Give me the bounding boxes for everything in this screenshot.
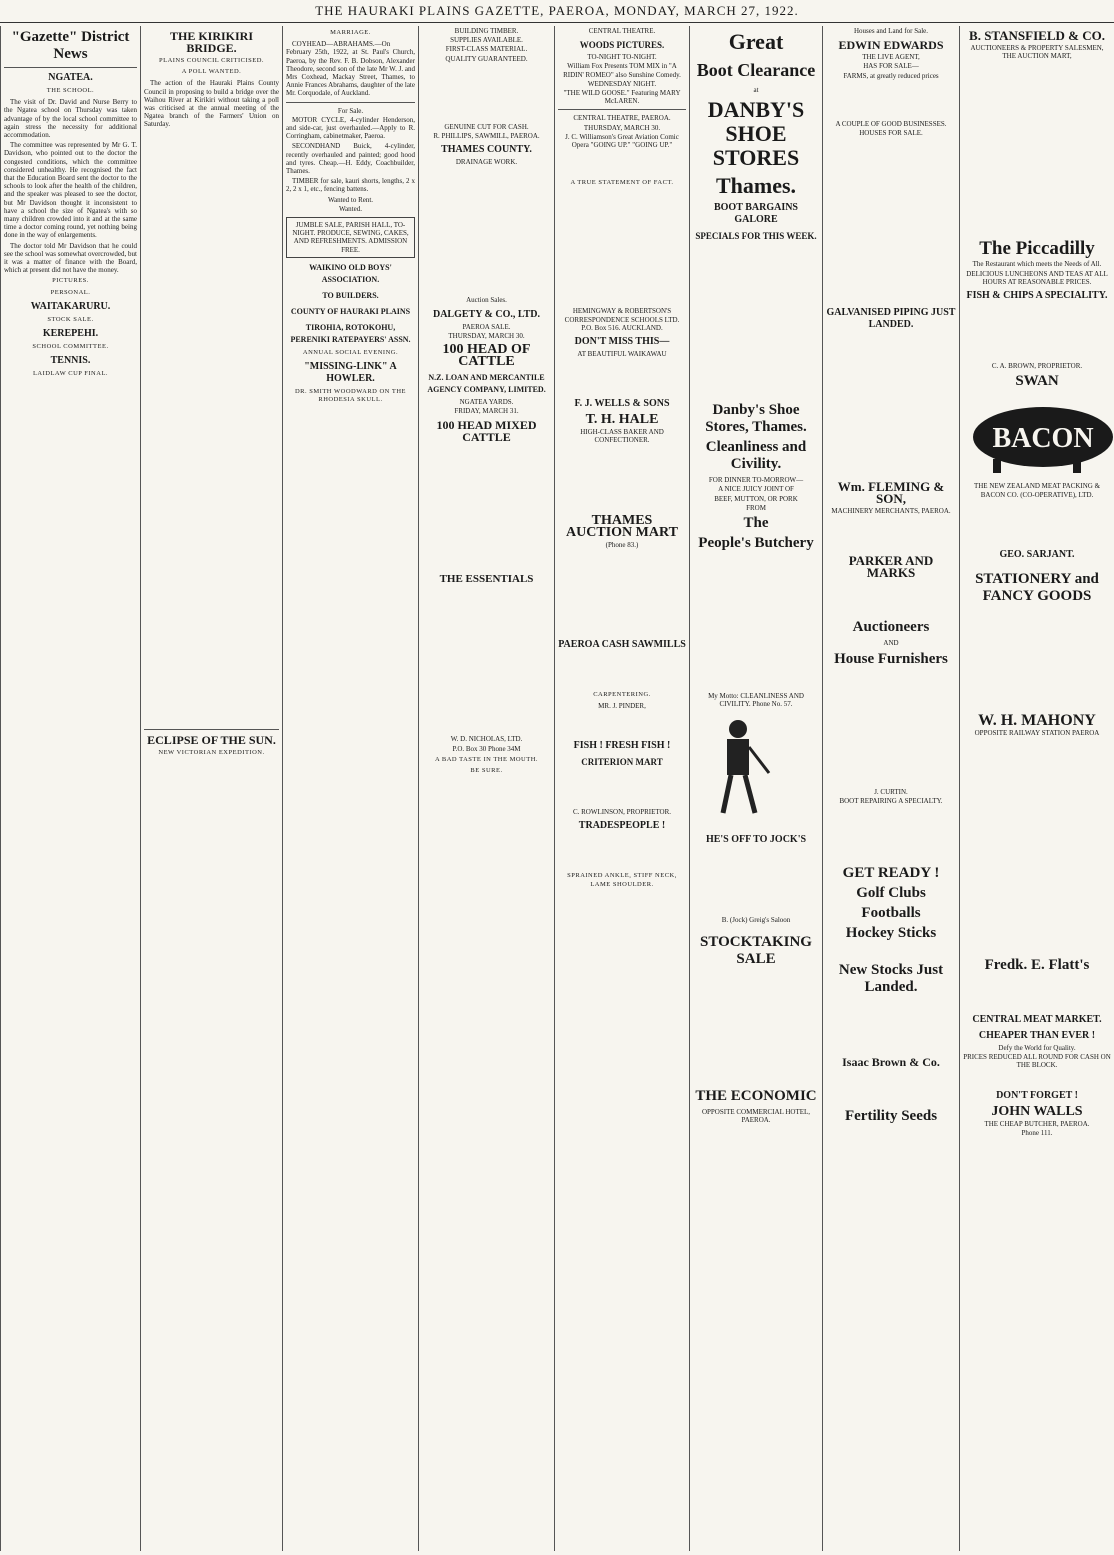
text-economic: THE ECONOMIC — [695, 1087, 817, 1104]
text-thames: Thames. — [715, 173, 797, 199]
text-opposite: OPPOSITE RAILWAY STATION PAEROA — [974, 728, 1100, 737]
text-fleming: Wm. FLEMING & SON, — [837, 479, 945, 507]
text-thursday: THURSDAY, MARCH 30. — [448, 331, 525, 340]
text-fertility: Fertility Seeds — [844, 1108, 938, 1125]
column-merchants — [959, 26, 1114, 1551]
text-and: AND — [883, 639, 899, 648]
text-auctioneers: Auctioneers — [852, 619, 930, 636]
heading-county: COUNTY OF HAURAKI PLAINS — [290, 306, 411, 316]
text-phone83: (Phone 83.) — [605, 540, 639, 549]
heading-kerepehi: KEREPEHI. — [42, 328, 99, 340]
text-sargant: GEO. SARJANT. — [999, 548, 1075, 560]
text-farms: FARMS, at greatly reduced prices — [843, 71, 939, 80]
text-restaurant: The Restaurant which meets the Needs of All. — [972, 260, 1102, 269]
text-edwin: EDWIN EDWARDS — [838, 38, 944, 53]
text-phillips: R. PHILLIPS, SAWMILL, PAEROA. — [433, 132, 540, 141]
heading-waikino: WAIKINO OLD BOYS' ASSOCIATION. — [309, 262, 392, 284]
paragraph: The committee was represented by Mr G. T. Davidson, who pointed out to the doctor the congested conditions, which the committee considered unhealthy. He recognised the fact that the Education Board sent the doctor to the schools to look after the health of the children, and the speaker was pleased to see the doctor, but Mr Davidson thought it inconsistent to have a school the size of Ngatea's with so many children crowded into it and at the same time a doctor coming round, yet nothing being done in the way of enlargements. — [4, 141, 137, 240]
column-timber-auctions — [418, 26, 554, 1551]
text-clean: Cleanliness and Civility. — [705, 439, 807, 473]
text-fleming2: MACHINERY MERCHANTS, PAEROA. — [831, 507, 951, 516]
text-butcher: THE CHEAP BUTCHER, PAEROA. — [984, 1119, 1090, 1128]
text-first: FIRST-CLASS MATERIAL. — [445, 45, 528, 54]
subheading-stock: STOCK SALE. — [47, 315, 94, 323]
paragraph: The action of the Hauraki Plains County Council in proposing to build a bridge over the Waihou River at Kirikiri without taking a poll was criticised at the annual meeting of the Ngatea branch of the Farmers' Union on Saturday. — [144, 79, 279, 129]
text-piccadilly: The Piccadilly — [979, 238, 1095, 260]
text-woods: WOODS PICTURES. — [579, 40, 665, 51]
text-waikawau: AT BEAUTIFUL WAIKAWAU — [577, 350, 667, 359]
text-packing: THE NEW ZEALAND MEAT PACKING & BACON CO. (CO-OPERATIVE), LTD. — [973, 482, 1101, 499]
text-fish: FISH & CHIPS A SPECIALITY. — [966, 290, 1108, 302]
text-auctioneers: AUCTIONEERS & PROPERTY SALESMEN, THE AUCTION MART, — [970, 44, 1104, 61]
text-flatt: Fredk. E. Flatt's — [984, 957, 1090, 974]
text-curtin: J. CURTIN. — [874, 787, 908, 796]
ad-jumble-sale: JUMBLE SALE, PARISH HALL, TO-NIGHT. PRODUCE, SEWING, CAKES, AND REFRESHMENTS. ADMISSION FREE. — [286, 217, 415, 258]
text-central2: CENTRAL THEATRE, PAEROA. — [573, 114, 671, 123]
heading-specials: SPECIALS FOR THIS WEEK. — [695, 231, 817, 242]
text-hockey: Hockey Sticks — [845, 925, 937, 942]
heading-badtaste: A BAD TASTE IN THE MOUTH. — [434, 755, 539, 763]
text-furnishers: House Furnishers — [834, 650, 948, 667]
section-title: "Gazette" District News — [11, 29, 130, 62]
text-cattle: 100 HEAD OF CATTLE — [442, 342, 531, 370]
text-couple: A COUPLE OF GOOD BUSINESSES. — [835, 119, 947, 128]
subheading-pictures: PICTURES. — [52, 277, 89, 285]
subheading-smith: DR. SMITH WOODWARD ON THE RHODESIA SKULL. — [294, 388, 407, 404]
text-bargains: BOOT BARGAINS GALORE — [713, 202, 798, 226]
text-going-up: J. C. Williamson's Great Aviation Comic Opera "GOING UP." "GOING UP." — [565, 132, 679, 150]
paragraph: The visit of Dr. David and Nurse Berry to the Ngatea school on Thursday was taken advantage of by the local school committee to again stress the necessity for additional accommodation. — [4, 98, 137, 140]
heading-kirikiri: THE KIRIKIRI BRIDGE. — [169, 29, 254, 55]
heading-houses: Houses and Land for Sale. — [853, 27, 929, 35]
heading-auction: Auction Sales. — [466, 296, 507, 305]
text-footballs: Footballs — [861, 905, 921, 922]
text-dinner: FOR DINNER TO-MORROW— — [708, 476, 804, 485]
subheading-expedition: NEW VICTORIAN EXPEDITION. — [158, 748, 265, 756]
text-quality: QUALITY GUARANTEED. — [445, 54, 528, 63]
subheading-poll: A POLL WANTED. — [181, 68, 242, 76]
paragraph: The doctor told Mr Davidson that he could see the school was somewhat overcrowded, but it was a matter of finance with the Board, which at present did not have the money. — [4, 241, 137, 275]
text-galvanised: GALVANISED PIPING JUST LANDED. — [826, 307, 956, 331]
heading-wanted-rent: Wanted to Rent. — [327, 195, 374, 204]
text-golf: Golf Clubs — [856, 885, 926, 902]
text-from: FROM — [746, 503, 766, 512]
text-hasfor: HAS FOR SALE— — [863, 62, 919, 71]
text-po: P.O. Box 30 Phone 34M — [452, 744, 521, 753]
text-mahony: W. H. MAHONY — [978, 711, 1096, 729]
column-danbys — [689, 26, 822, 1551]
heading-thames-county: THAMES COUNTY. — [441, 144, 532, 156]
text-halesub: HIGH-CLASS BAKER AND CONFECTIONER. — [580, 428, 664, 445]
heading-dontmiss: DON'T MISS THIS— — [574, 336, 670, 348]
heading-theatre: CENTRAL THEATRE. — [588, 27, 656, 35]
heading-builders: TO BUILDERS. — [322, 290, 379, 300]
text-tommix: William Fox Presents TOM MIX in "A RIDIN' ROMEO" also Sunshine Comedy. — [563, 62, 681, 79]
text-mixed: 100 HEAD MIXED CATTLE — [436, 418, 537, 445]
heading-ngatea: NGATEA. — [48, 72, 93, 83]
heading-truefact: A TRUE STATEMENT OF FACT. — [570, 179, 674, 187]
text-peoples: People's Butchery — [698, 535, 814, 552]
text-live: THE LIVE AGENT, — [862, 53, 920, 62]
heading-besure: BE SURE. — [470, 767, 503, 775]
subheading-committee: SCHOOL COMMITTEE. — [32, 343, 109, 351]
text-swan: SWAN — [1015, 373, 1059, 390]
heading-tirohia: TIROHIA, ROTOKOHU, PERENIKI RATEPAYERS' ASSN. — [290, 322, 411, 344]
marriage-notice: COYHEAD—ABRAHAMS.—On February 25th, 1922, at St. Paul's Church, Paeroa, by the Rev. F. B. Dobson, Alexander Theodore, second son of the late Mr W. J. and Mrs Coxhead, Mackay Street, Thames, to Annie Frances Abrahams, daughter of the late Mr. Corquodale, of Auckland. — [286, 40, 415, 98]
heading-waitakaruru: WAITAKARURU. — [30, 300, 111, 312]
text-isaac: Isaac Brown & Co. — [842, 1055, 940, 1070]
text-jocks: HE'S OFF TO JOCK'S — [705, 833, 807, 845]
text-beef: BEEF, MUTTON, OR PORK — [714, 494, 798, 503]
text-fish: FISH ! FRESH FISH ! — [573, 740, 671, 752]
text-at: at — [753, 86, 759, 94]
pig-bacon-logo — [963, 397, 1114, 475]
ad-buick: SECONDHAND Buick, 4-cylinder, recently overhauled and painted; good hood and tyres. Cheap.—H. Eddy, Coachbuilder, Thames. — [286, 142, 415, 176]
text-pinder: MR. J. PINDER, — [598, 702, 646, 711]
text-rowlinson: C. ROWLINSON, PROPRIETOR. — [572, 808, 672, 817]
text-stansfield: B. STANSFIELD & CO. — [969, 28, 1105, 43]
text-housesfor: HOUSES FOR SALE. — [859, 129, 923, 138]
text-tonight: TO-NIGHT TO-NIGHT. — [587, 53, 657, 62]
heading-eclipse: ECLIPSE OF THE SUN. — [147, 732, 276, 747]
masthead: THE HAURAKI PLAINS GAZETTE, PAEROA, MONDAY, MARCH 27, 1922. — [0, 0, 1114, 23]
text-stationery: STATIONERY and FANCY GOODS — [975, 570, 1099, 604]
text-yards: NGATEA YARDS. — [459, 398, 514, 407]
man-illustration — [693, 713, 783, 823]
text-hale: T. H. HALE — [585, 412, 659, 428]
heading-missing-link: "MISSING-LINK" A HOWLER. — [304, 361, 397, 385]
ad-motorcycle: MOTOR CYCLE, 4-cylinder Henderson, and side-car, just overhauled.—Apply to R. Corringham, cabinetmaker, Paeroa. — [286, 115, 415, 141]
text-brown: C. A. BROWN, PROPRIETOR. — [991, 362, 1083, 371]
text-joint: A NICE JUICY JOINT OF — [718, 485, 794, 494]
subheading-social: ANNUAL SOCIAL EVENING. — [302, 348, 399, 356]
text-getready: GET READY ! — [842, 865, 940, 882]
heading-essentials: THE ESSENTIALS — [439, 573, 534, 586]
column-classifieds — [282, 26, 418, 1551]
text-tradespeople: TRADESPEOPLE ! — [578, 820, 666, 832]
heading-forsale: For Sale. — [337, 106, 364, 115]
bacon-text: BACON — [992, 423, 1094, 455]
text-sawmills: PAEROA CASH SAWMILLS — [558, 638, 686, 650]
text-delicious: DELICIOUS LUNCHEONS AND TEAS AT ALL HOURS AT REASONABLE PRICES. — [966, 269, 1108, 286]
text-great: Great — [728, 29, 784, 54]
text-phone: Phone 111. — [1021, 1128, 1053, 1137]
column-kirikiri — [140, 26, 282, 1551]
text-defy: Defy the World for Quality. — [998, 1044, 1076, 1053]
column-entertainment — [554, 26, 689, 1551]
heading-marriage: MARRIAGE. — [330, 29, 371, 36]
heading-carpentering: CARPENTERING. — [593, 690, 651, 698]
text-drainage: DRAINAGE WORK. — [455, 158, 518, 167]
subheading-school: THE SCHOOL. — [46, 87, 95, 94]
text-genuine: GENUINE CUT FOR CASH. — [444, 122, 529, 131]
text-thursday: THURSDAY, MARCH 30. — [583, 123, 661, 132]
subheading-personal: PERSONAL. — [50, 288, 91, 296]
text-sprained: SPRAINED ANKLE, STIFF NECK, LAME SHOULDER. — [567, 872, 677, 888]
text-the: The — [743, 515, 769, 532]
text-danbys2: Danby's Shoe Stores, Thames. — [705, 402, 807, 436]
text-greig: B. (Jock) Greig's Saloon — [721, 915, 791, 924]
text-thames-auction: THAMES AUCTION MART — [566, 512, 678, 540]
text-criterion: CRITERION MART — [581, 757, 663, 768]
text-friday: FRIDAY, MARCH 31. — [454, 407, 519, 416]
text-motto: My Motto: CLEANLINESS AND CIVILITY. Phone No. 57. — [708, 692, 804, 709]
text-stocktaking: STOCKTAKING SALE — [700, 933, 812, 967]
text-newstocks: New Stocks Just Landed. — [838, 962, 944, 996]
column-district-news — [0, 26, 140, 1551]
text-wells: F. J. WELLS & SONS — [574, 398, 670, 410]
text-dalgety: DALGETY & CO., LTD. — [432, 308, 541, 320]
text-supplies: SUPPLIES AVAILABLE. — [450, 36, 523, 45]
text-wednesday: WEDNESDAY NIGHT. — [587, 79, 657, 88]
text-walls: JOHN WALLS — [991, 1103, 1083, 1119]
heading-wanted: Wanted. — [339, 204, 362, 213]
heading-building: BUILDING TIMBER. — [454, 27, 519, 35]
text-danbys: DANBY'S SHOE STORES — [707, 97, 805, 171]
text-central: CENTRAL MEAT MARKET. — [972, 1014, 1102, 1026]
text-nzloan: N.Z. LOAN AND MERCANTILE AGENCY COMPANY, LIMITED. — [427, 373, 546, 395]
text-cheaper: CHEAPER THAN EVER ! — [978, 1030, 1096, 1042]
text-paeroa-sale: PAEROA SALE. — [462, 322, 511, 331]
heading-tennis: TENNIS. — [50, 355, 91, 367]
text-goose: "THE WILD GOOSE." Featuring MARY McLAREN. — [563, 89, 681, 106]
text-opposite: OPPOSITE COMMERCIAL HOTEL, PAEROA. — [701, 1107, 811, 1125]
ad-timber: TIMBER for sale, kauri shorts, lengths, 2 x 2, 2 x 1, etc., fencing battens. — [286, 177, 415, 194]
text-dontforget: DON'T FORGET ! — [996, 1089, 1078, 1101]
text-reduced: PRICES REDUCED ALL ROUND FOR CASH ON THE BLOCK. — [963, 1053, 1111, 1070]
subheading-criticised: PLAINS COUNCIL CRITICISED. — [158, 57, 265, 64]
text-clearance: Boot Clearance — [696, 60, 816, 80]
text-boot: BOOT REPAIRING A SPECIALTY. — [839, 796, 943, 805]
text-parker: PARKER AND MARKS — [848, 553, 934, 581]
column-agents — [822, 26, 959, 1551]
text-nicholas: W. D. NICHOLAS, LTD. — [450, 735, 523, 744]
subheading-laidlaw: LAIDLAW CUP FINAL. — [32, 370, 109, 378]
text-hemingway: HEMINGWAY & ROBERTSON'S CORRESPONDENCE SCHOOLS LTD. P.O. Box 516. AUCKLAND. — [564, 307, 680, 332]
